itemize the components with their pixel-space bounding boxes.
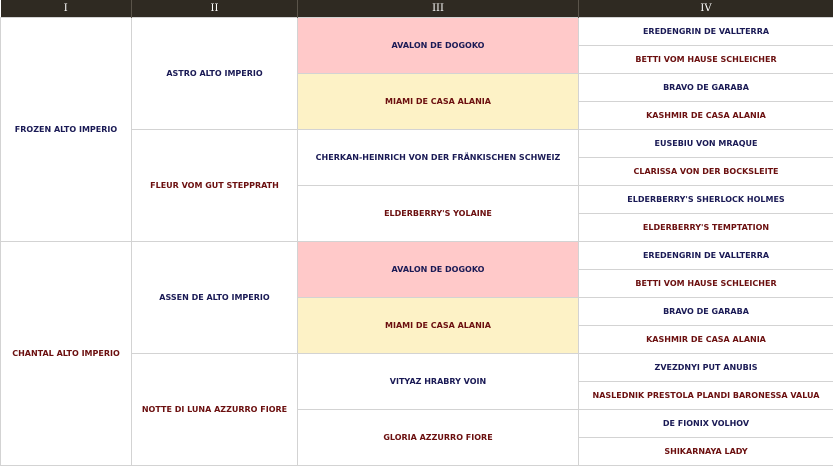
gen4-ancestor-5[interactable]: EUSEBIU VON MRAQUE (579, 130, 833, 158)
column-header-1: I (1, 0, 132, 18)
gen4-ancestor-13[interactable]: ZVEZDNYI PUT ANUBIS (579, 354, 833, 382)
gen4-ancestor-10[interactable]: BETTI VOM HAUSE SCHLEICHER (579, 270, 833, 298)
column-header-4: IV (579, 0, 833, 18)
gen2-dam-dam[interactable]: NOTTE DI LUNA AZZURRO FIORE (132, 354, 298, 466)
gen3-ancestor-3[interactable]: CHERKAN-HEINRICH VON DER FRÄNKISCHEN SCHWEIZ (298, 130, 579, 186)
gen3-ancestor-4[interactable]: ELDERBERRY'S YOLAINE (298, 186, 579, 242)
gen4-ancestor-14[interactable]: NASLEDNIK PRESTOLA PLANDI BARONESSA VALUA (579, 382, 833, 410)
gen1-dam[interactable]: CHANTAL ALTO IMPERIO (1, 242, 132, 466)
column-header-2: II (132, 0, 298, 18)
gen2-sire-sire[interactable]: ASTRO ALTO IMPERIO (132, 18, 298, 130)
gen4-ancestor-12[interactable]: KASHMIR DE CASA ALANIA (579, 326, 833, 354)
header-row (1, 0, 833, 18)
gen1-sire[interactable]: FROZEN ALTO IMPERIO (1, 18, 132, 242)
gen4-ancestor-6[interactable]: CLARISSA VON DER BOCKSLEITE (579, 158, 833, 186)
gen4-ancestor-8[interactable]: ELDERBERRY'S TEMPTATION (579, 214, 833, 242)
gen3-ancestor-7[interactable]: VITYAZ HRABRY VOIN (298, 354, 579, 410)
gen3-ancestor-8[interactable]: GLORIA AZZURRO FIORE (298, 410, 579, 466)
gen3-ancestor-5[interactable]: AVALON DE DOGOKO (298, 242, 579, 298)
gen4-ancestor-1[interactable]: EREDENGRIN DE VALLTERRA (579, 18, 833, 46)
gen4-ancestor-3[interactable]: BRAVO DE GARABA (579, 74, 833, 102)
gen3-ancestor-6[interactable]: MIAMI DE CASA ALANIA (298, 298, 579, 354)
gen2-sire-dam[interactable]: FLEUR VOM GUT STEPPRATH (132, 130, 298, 242)
gen4-ancestor-15[interactable]: DE FIONIX VOLHOV (579, 410, 833, 438)
column-header-3: III (298, 0, 579, 18)
gen4-ancestor-16[interactable]: SHIKARNAYA LADY (579, 438, 833, 466)
gen4-ancestor-7[interactable]: ELDERBERRY'S SHERLOCK HOLMES (579, 186, 833, 214)
gen3-ancestor-1[interactable]: AVALON DE DOGOKO (298, 18, 579, 74)
gen4-ancestor-11[interactable]: BRAVO DE GARABA (579, 298, 833, 326)
gen2-dam-sire[interactable]: ASSEN DE ALTO IMPERIO (132, 242, 298, 354)
gen4-ancestor-9[interactable]: EREDENGRIN DE VALLTERRA (579, 242, 833, 270)
gen3-ancestor-2[interactable]: MIAMI DE CASA ALANIA (298, 74, 579, 130)
gen4-ancestor-2[interactable]: BETTI VOM HAUSE SCHLEICHER (579, 46, 833, 74)
gen4-ancestor-4[interactable]: KASHMIR DE CASA ALANIA (579, 102, 833, 130)
